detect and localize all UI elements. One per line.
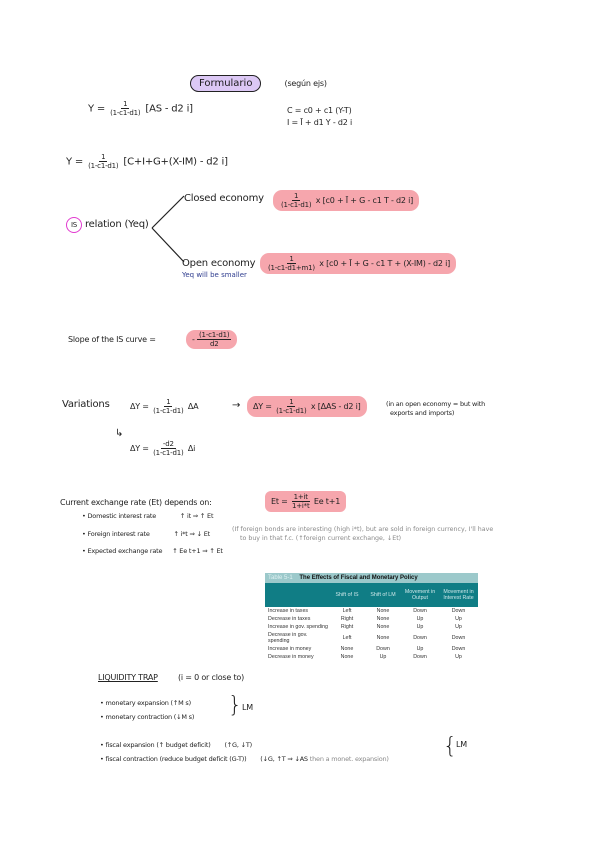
cell: Right xyxy=(340,616,354,622)
cell: Down xyxy=(413,608,427,614)
cell: Decrease in gov. spending xyxy=(268,632,308,644)
formula-rhs: x [c0 + Ī + G - c1 T - d2 i] xyxy=(315,196,414,205)
numerator: 1 xyxy=(123,100,128,108)
numerator: -d2 xyxy=(162,440,174,448)
bullet-effect: ↑ it ⇒ ↑ Et xyxy=(179,512,214,520)
exchange-note-2: to buy in that f.c. (↑foreign current exchange, ↓Et) xyxy=(240,535,402,542)
exchange-bullet-2 xyxy=(82,530,210,538)
formula-rhs: ΔA xyxy=(187,402,199,411)
numerator: 1 xyxy=(289,255,294,263)
table-number: Table 5-1 xyxy=(268,575,293,581)
open-economy-label: Open economy xyxy=(182,258,256,269)
cell: Left xyxy=(342,635,352,641)
cell: Down xyxy=(451,608,466,614)
formula-y-open xyxy=(66,153,228,170)
formula-rhs: x [c0 + Ī + G - c1 T + (X-IM) - d2 i] xyxy=(319,259,451,268)
variation-note-2: exports and imports) xyxy=(390,409,455,417)
fraction xyxy=(266,255,317,272)
numerator: (1-c1-d1) xyxy=(199,331,230,339)
cell: Increase in taxes xyxy=(268,608,309,614)
table-row xyxy=(265,631,478,645)
fraction xyxy=(290,493,312,510)
denominator: (1-c1-d1) xyxy=(276,407,307,415)
fraction xyxy=(279,192,313,209)
exchange-bullet-3 xyxy=(82,547,223,555)
cell: Down xyxy=(413,635,427,641)
is-badge: IS xyxy=(66,217,82,233)
table-row xyxy=(265,653,478,661)
fiscal-label: • fiscal expansion (↑ budget deficit) xyxy=(100,741,211,749)
bullet-label: • Expected exchange rate xyxy=(82,547,163,555)
open-economy-formula xyxy=(260,253,456,274)
cell: Down xyxy=(451,646,466,652)
exchange-title: Current exchange rate (Et) depends on: xyxy=(60,498,212,507)
numerator: 1+it xyxy=(293,493,308,501)
liquidity-item-1: • monetary expansion (↑M s) xyxy=(100,699,191,707)
cell: Decrease in money xyxy=(268,654,314,660)
denominator: (1-c1-d1) xyxy=(153,407,184,415)
fraction xyxy=(197,331,231,348)
fiscal-label: • fiscal contraction (reduce budget deficit (G-T)) xyxy=(100,755,247,763)
denominator: (1-c1-d1) xyxy=(153,449,184,457)
formula-rhs: [C+I+G+(X-IM) - d2 i] xyxy=(123,156,228,168)
table-title: The Effects of Fiscal and Monetary Policy xyxy=(299,575,418,581)
formula-investment: I = Ī + d1 Y - d2 i xyxy=(287,118,353,127)
page-title: Formulario xyxy=(190,75,261,92)
exchange-formula xyxy=(265,491,346,512)
cell: None xyxy=(376,635,390,641)
formula-lhs: Y = xyxy=(88,103,106,115)
header-cell: Shift of LM xyxy=(370,592,396,598)
header-cell: Movement in Output xyxy=(404,589,436,601)
variation-dy2 xyxy=(247,396,367,417)
variation-dy1 xyxy=(130,398,198,415)
exchange-note-1: (If foreign bonds are interesting (high i*t), but are sold in foreign currency, I'll have xyxy=(232,526,494,533)
fiscal-gray-note: then a monet. expansion) xyxy=(309,755,389,763)
cell: Up xyxy=(455,616,462,622)
bullet-effect: ↑ Ee t+1 ⇒ ↑ Et xyxy=(172,547,223,555)
cell: Up xyxy=(455,624,462,630)
liquidity-brace-label: LM xyxy=(242,703,253,712)
numerator: 1 xyxy=(166,398,171,406)
cell: Up xyxy=(416,624,424,630)
formula-consumption: C = c0 + c1 (Y-T) xyxy=(287,106,352,115)
cell: Increase in money xyxy=(268,646,312,652)
bullet-label: • Foreign interest rate xyxy=(82,530,150,538)
minus-sign: - xyxy=(192,335,195,344)
denominator: (1-c1-d1+m1) xyxy=(268,264,315,272)
curved-arrow-icon: ↳ xyxy=(115,428,124,439)
liquidity-trap-note: (i = 0 or close to) xyxy=(178,673,244,682)
cell: Down xyxy=(451,635,466,641)
cell: Left xyxy=(342,608,352,614)
cell: Up xyxy=(416,646,424,652)
fiscal-detail: (↓G, ↑T ⇒ ↓AS xyxy=(260,755,308,763)
formula-y-basic xyxy=(88,100,193,117)
title-row xyxy=(190,71,327,90)
denominator: (1-c1-d1) xyxy=(88,162,119,170)
formula-rhs: Ee t+1 xyxy=(313,497,341,506)
formula-rhs: Δi xyxy=(187,444,196,453)
bullet-label: • Domestic interest rate xyxy=(82,512,156,520)
bullet-effect: ↑ i*t ⇒ ↓ Et xyxy=(173,530,210,538)
is-relation-label: relation (Yeq) xyxy=(84,219,149,230)
variation-note-1: (in an open economy = but with xyxy=(386,400,486,408)
table-row xyxy=(265,607,478,615)
table-caption xyxy=(265,573,478,583)
formula-lhs: Y = xyxy=(66,156,84,168)
cell: Decrease in taxes xyxy=(268,616,311,622)
cell: None xyxy=(376,624,390,630)
formula-rhs: x [ΔAS - d2 i] xyxy=(310,402,361,411)
cell: Up xyxy=(379,654,387,660)
brace-icon: { xyxy=(443,734,457,759)
fiscal-brace-label: LM xyxy=(456,740,467,749)
fraction xyxy=(86,153,120,170)
cell: Right xyxy=(340,624,354,630)
arrow-right-icon: → xyxy=(232,400,241,411)
table-row xyxy=(265,645,478,653)
closed-economy-label: Closed economy xyxy=(184,193,264,204)
fiscal-item-2 xyxy=(100,755,389,763)
cell: Up xyxy=(416,616,424,622)
cell: None xyxy=(340,654,354,660)
liquidity-item-2: • monetary contraction (↓M s) xyxy=(100,713,195,721)
cell: None xyxy=(376,608,390,614)
formula-lhs: ΔY = xyxy=(253,402,272,411)
header-cell: Movement in Interest Rate xyxy=(443,589,474,601)
table-row xyxy=(265,615,478,623)
denominator: d2 xyxy=(209,340,219,348)
denominator: (1-c1-d1) xyxy=(281,201,312,209)
formula-lhs: ΔY = xyxy=(130,444,149,453)
formula-rhs: [AS - d2 i] xyxy=(145,103,193,115)
policy-effects-table xyxy=(265,573,478,661)
numerator: 1 xyxy=(101,153,106,161)
denominator: 1+i*t xyxy=(291,502,310,510)
closed-economy-formula xyxy=(273,190,419,211)
fraction xyxy=(274,398,308,415)
fiscal-item-1 xyxy=(100,741,252,749)
liquidity-trap-title: LIQUIDITY TRAP xyxy=(98,673,158,682)
formula-lhs: Et = xyxy=(271,497,288,506)
table-header xyxy=(265,583,478,607)
cell: None xyxy=(376,616,390,622)
cell: None xyxy=(340,646,354,652)
slope-formula xyxy=(186,330,237,349)
cell: Increase in gov. spending xyxy=(268,624,328,630)
variation-dy3 xyxy=(130,440,195,457)
exchange-bullet-1 xyxy=(82,512,213,520)
numerator: 1 xyxy=(289,398,294,406)
cell: Down xyxy=(413,654,427,660)
fraction xyxy=(151,440,185,457)
formula-lhs: ΔY = xyxy=(130,402,149,411)
brace-icon: } xyxy=(228,693,242,718)
table-row xyxy=(265,623,478,631)
fraction xyxy=(151,398,185,415)
variations-label: Variations xyxy=(62,399,110,410)
is-relation xyxy=(66,217,149,233)
page-subtitle: (según ejs) xyxy=(284,79,327,88)
cell: Down xyxy=(376,646,390,652)
fraction xyxy=(108,100,142,117)
header-cell: Shift of IS xyxy=(335,592,359,598)
open-economy-note: Yeq will be smaller xyxy=(182,271,247,279)
cell: Up xyxy=(455,654,462,660)
slope-label: Slope of the IS curve = xyxy=(68,335,156,344)
fiscal-detail: (↑G, ↓T) xyxy=(224,741,252,749)
numerator: 1 xyxy=(294,192,299,200)
denominator: (1-c1-d1) xyxy=(110,109,141,117)
